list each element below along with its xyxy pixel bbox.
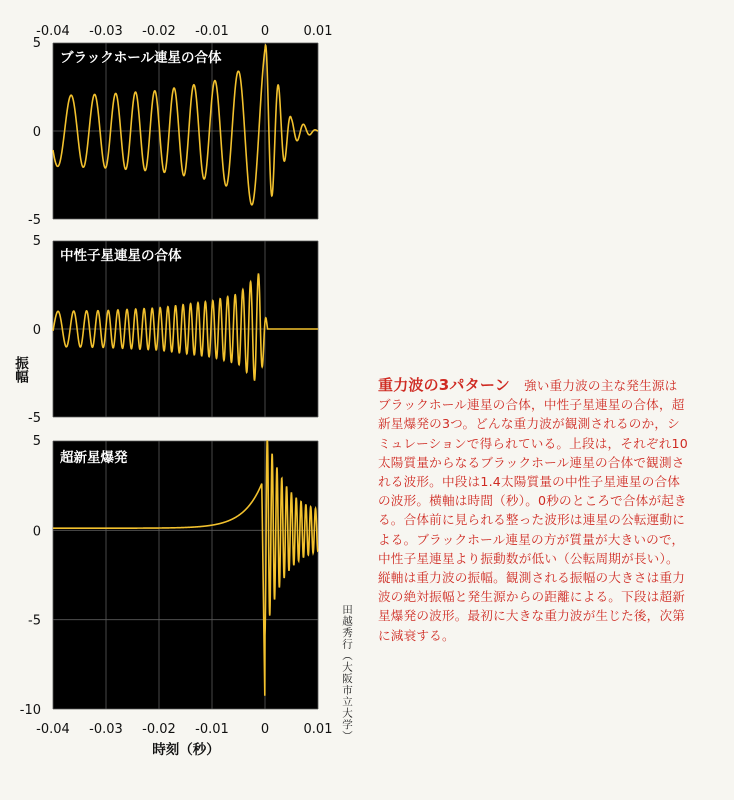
- y-axis-label: 振幅: [12, 356, 28, 383]
- top-x-tick-labels: [36, 24, 332, 39]
- bottom-x-tick-label: -0.01: [195, 722, 229, 737]
- caption-body: 強い重力波の主な発生源はブラックホール連星の合体，中性子星連星の合体，超新星爆発の3つ。どんな重力波が観測されるのか，シミュレーションで得られている。上段は，それぞれ10太陽質量からなるブラックホール連星の合体で観測される波形。中段は1.4太陽質量の中性子星連星の合体の波形。横軸は時間（秒）。0秒のところで合体が起きる。合体前に見られる整った波形は連星の公転運動による。ブラックホール連星の方が質量が大きいので，中性子星連星より振動数が低い（公転周期が長い）。縦軸は重力波の振幅。観測される振幅の大きさは重力波の絶対振幅と発生源からの距離による。下段は超新星爆発の波形。最初に大きな重力波が生じた後，次第に減衰する。: [378, 378, 688, 643]
- bottom-x-tick-label: 0.01: [303, 722, 333, 737]
- panel-neutron-star-binary: [28, 234, 318, 426]
- caption: [378, 376, 688, 645]
- y-tick-label: -5: [28, 613, 41, 629]
- y-tick-label: -10: [19, 703, 41, 718]
- bottom-x-tick-labels: [36, 722, 332, 737]
- x-axis-label: 時刻（秒）: [152, 742, 220, 758]
- bottom-x-tick-label: 0: [260, 722, 270, 737]
- panel-3-title: 超新星爆発: [60, 450, 128, 466]
- top-x-tick-label: -0.01: [195, 24, 229, 39]
- y-tick-label: 5: [32, 36, 41, 51]
- panel-supernova: [20, 434, 318, 718]
- y-tick-label: 0: [32, 323, 41, 338]
- top-x-tick-label: 0.01: [303, 24, 333, 39]
- y-tick-label: 5: [32, 234, 41, 249]
- y-tick-label: 0: [32, 524, 41, 540]
- credit: 田越秀行（大阪市立大学）: [341, 604, 353, 742]
- bottom-x-tick-label: -0.02: [142, 722, 176, 737]
- caption-title: 重力波の3パターン: [378, 376, 510, 394]
- panel-2-title: 中性子星連星の合体: [60, 248, 182, 264]
- top-x-tick-label: -0.03: [89, 24, 123, 39]
- bottom-x-tick-label: -0.03: [89, 722, 123, 737]
- panel-1-title: ブラックホール連星の合体: [60, 50, 222, 66]
- y-tick-label: -5: [28, 411, 41, 426]
- y-tick-label: 5: [32, 434, 41, 449]
- bottom-x-tick-label: -0.04: [36, 722, 70, 737]
- top-x-tick-label: -0.02: [142, 24, 176, 39]
- y-tick-label: 0: [32, 125, 41, 140]
- panel-2-y-tick-labels: [28, 234, 41, 426]
- panel-3-y-tick-labels: [20, 434, 41, 718]
- panel-black-hole-binary: [28, 36, 318, 228]
- y-tick-label: -5: [28, 213, 41, 228]
- panel-1-y-tick-labels: [28, 36, 41, 228]
- top-x-tick-label: 0: [260, 24, 270, 39]
- top-x-tick-label: -0.04: [36, 24, 70, 39]
